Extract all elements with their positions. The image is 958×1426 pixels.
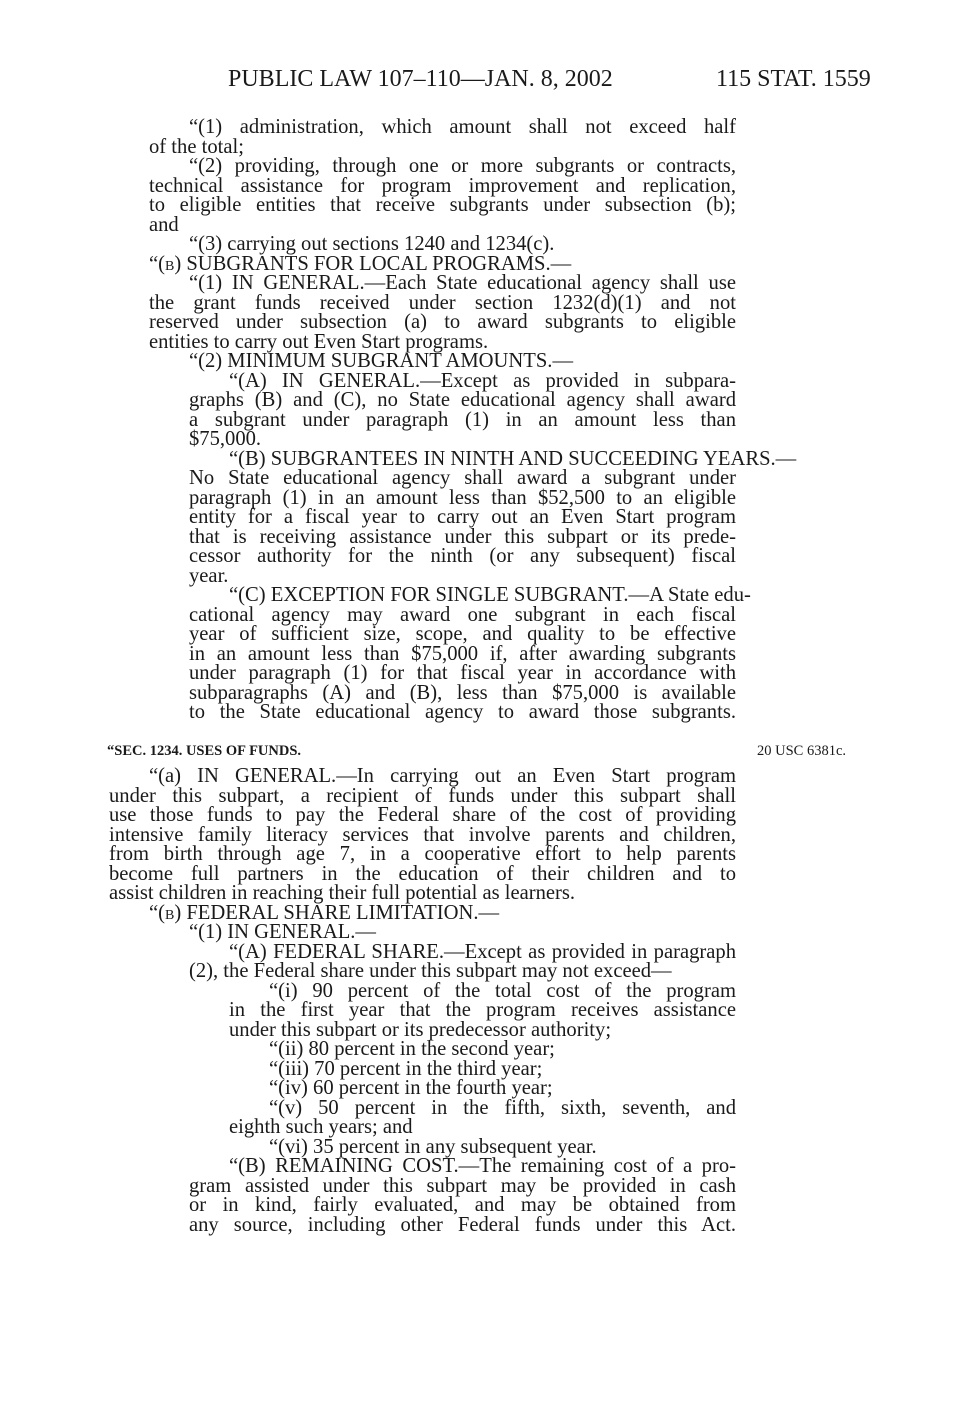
text-line: No State educational agency shall award a subgrant under [189, 467, 736, 489]
text-line: under this subpart, a recipient of funds under this subpart shall [109, 785, 736, 807]
text-line: “(iii) 70 percent in the third year; [269, 1058, 543, 1080]
text-line: gram assisted under this subpart may be provided in cash [189, 1175, 736, 1197]
text-line: “(A) IN GENERAL.—Except as provided in subpara- [229, 370, 736, 392]
text-line: year. [189, 565, 229, 587]
text-line: “(A) FEDERAL SHARE.—Except as provided in paragraph [229, 941, 736, 963]
text-line: “(C) EXCEPTION FOR SINGLE SUBGRANT.—A State edu- [229, 584, 751, 606]
text-line: and [149, 214, 179, 236]
text-line: “(a) IN GENERAL.—In carrying out an Even Start program [149, 765, 736, 787]
text-line: become full partners in the education of their children and to [109, 863, 736, 885]
text-line: “(i) 90 percent of the total cost of the program [269, 980, 736, 1002]
text-line: the grant funds received under section 1232(d)(1) and not [149, 292, 736, 314]
text-line: cational agency may award one subgrant in each fiscal [189, 604, 736, 626]
statute-page-number: 115 STAT. 1559 [716, 66, 871, 92]
text-line: year of sufficient size, scope, and quality to be effective [189, 623, 736, 645]
text-line: to eligible entities that receive subgrants under subsection (b); [149, 194, 736, 216]
text-line: assist children in reaching their full potential as learners. [109, 882, 576, 904]
text-line: use those funds to pay the Federal share of the cost of providing [109, 804, 736, 826]
text-line: entities to carry out Even Start programs. [149, 331, 489, 353]
page-header [0, 66, 958, 96]
text-line: “(1) administration, which amount shall not exceed half [189, 116, 736, 138]
text-line: technical assistance for program improvement and replication, [149, 175, 736, 197]
text-line: paragraph (1) in an amount less than $52,500 to an eligible [189, 487, 736, 509]
text-line: “(v) 50 percent in the fifth, sixth, seventh, and [269, 1097, 736, 1119]
text-line: (2), the Federal share under this subpart may not exceed— [189, 960, 672, 982]
subsection-heading: “(b) SUBGRANTS FOR LOCAL PROGRAMS.— [149, 253, 572, 275]
text-line: that is receiving assistance under this subpart or its prede- [189, 526, 736, 548]
text-line: reserved under subsection (a) to award subgrants to eligible [149, 311, 736, 333]
running-title: PUBLIC LAW 107–110—JAN. 8, 2002 [228, 66, 613, 92]
text-line: from birth through age 7, in a cooperative effort to help parents [109, 843, 736, 865]
text-line: eighth such years; and [229, 1116, 413, 1138]
text-line: “(iv) 60 percent in the fourth year; [269, 1077, 553, 1099]
text-line: any source, including other Federal funds under this Act. [189, 1214, 736, 1236]
text-line: subparagraphs (A) and (B), less than $75,000 is available [189, 682, 736, 704]
text-line: to the State educational agency to award those subgrants. [189, 701, 736, 723]
text-line: under this subpart or its predecessor authority; [229, 1019, 612, 1041]
text-line: in the first year that the program receives assistance [229, 999, 736, 1021]
text-line: “(3) carrying out sections 1240 and 1234(c). [189, 233, 555, 255]
usc-citation: 20 USC 6381c. [757, 743, 847, 759]
text-line: cessor authority for the ninth (or any subsequent) fiscal [189, 545, 736, 567]
text-line: “(vi) 35 percent in any subsequent year. [269, 1136, 597, 1158]
text-line: intensive family literacy services that involve parents and children, [109, 824, 736, 846]
text-line: “(2) providing, through one or more subgrants or contracts, [189, 155, 736, 177]
text-line: a subgrant under paragraph (1) in an amount less than [189, 409, 736, 431]
text-line: or in kind, fairly evaluated, and may be obtained from [189, 1194, 736, 1216]
text-line: under paragraph (1) for that fiscal year in accordance with [189, 662, 736, 684]
subparagraph-heading: “(B) SUBGRANTEES IN NINTH AND SUCCEEDING YEARS.— [229, 448, 797, 470]
paragraph-heading: “(1) IN GENERAL.— [189, 921, 377, 943]
text-line: “(ii) 80 percent in the second year; [269, 1038, 555, 1060]
subsection-heading: “(b) FEDERAL SHARE LIMITATION.— [149, 902, 500, 924]
text-line: “(B) REMAINING COST.—The remaining cost of a pro- [229, 1155, 736, 1177]
paragraph-heading: “(2) MINIMUM SUBGRANT AMOUNTS.— [189, 350, 574, 372]
text-line: graphs (B) and (C), no State educational agency shall award [189, 389, 736, 411]
text-line: $75,000. [189, 428, 262, 450]
text-line: “(1) IN GENERAL.—Each State educational agency shall use [189, 272, 736, 294]
text-line: of the total; [149, 136, 244, 158]
text-line: entity for a fiscal year to carry out an Even Start program [189, 506, 736, 528]
text-line: in an amount less than $75,000 if, after awarding subgrants [189, 643, 736, 665]
section-heading: “SEC. 1234. USES OF FUNDS. [107, 743, 302, 759]
